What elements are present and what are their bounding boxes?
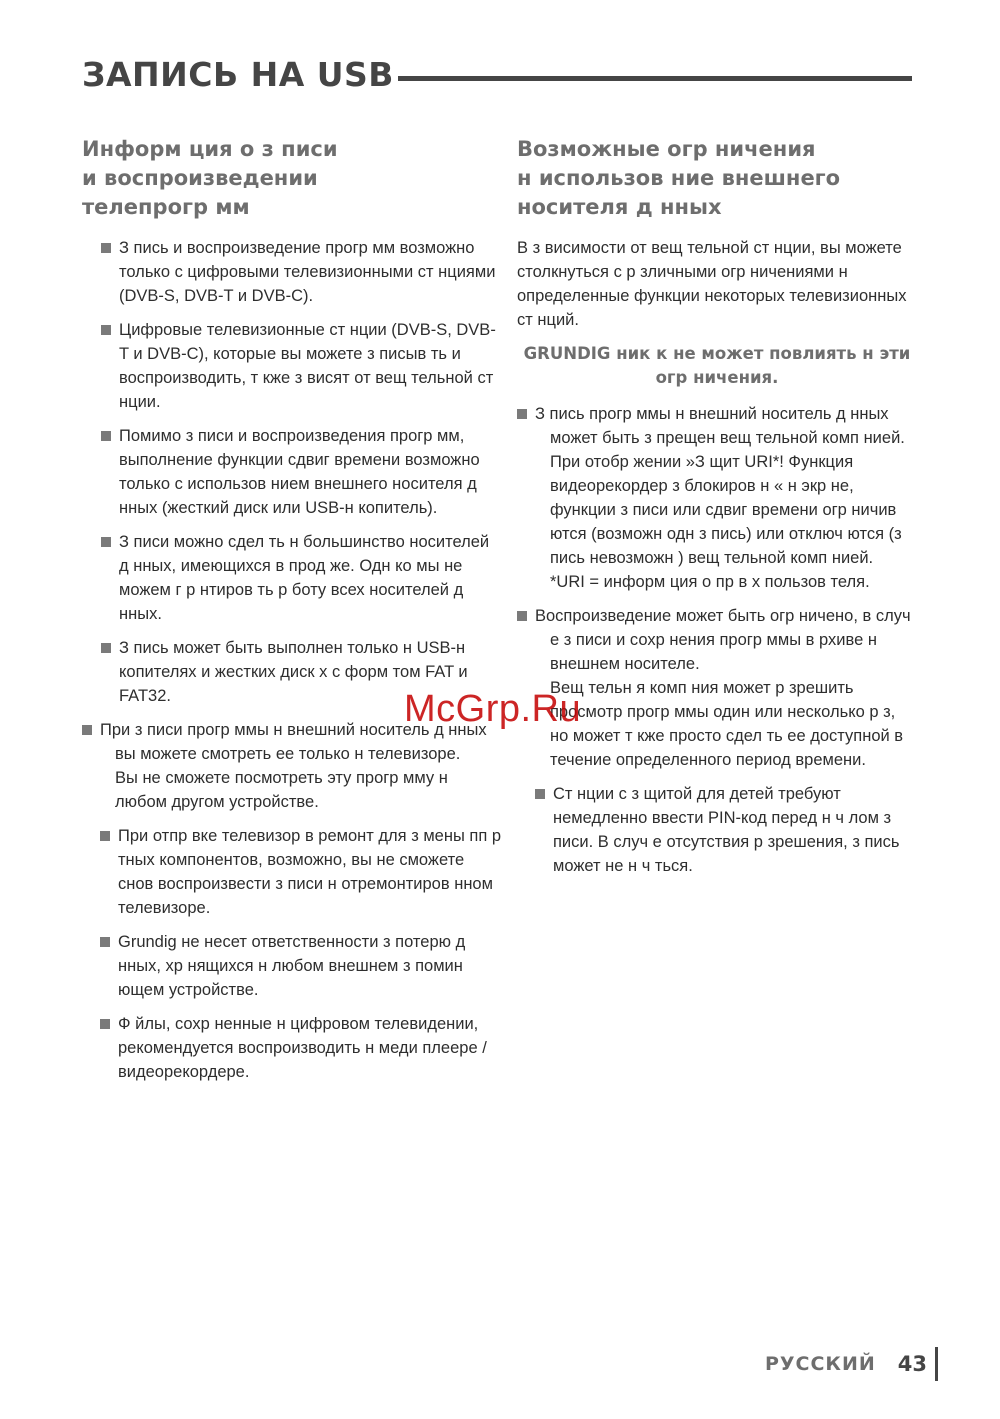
page-footer — [765, 1347, 938, 1381]
right-bullet-2-text-2: Вещ тельн я комп ния может р зрешить просмотр прогр ммы один или несколько р з, но может т кже просто сдел ть ее доступной в течение определенного период времени. — [550, 679, 904, 769]
left-outer-list — [82, 718, 502, 1084]
bullet-square-icon — [82, 725, 92, 735]
bullet-square-icon — [101, 431, 111, 441]
right-heading-line-3: носителя д нных — [517, 195, 722, 219]
list-item — [100, 718, 502, 1084]
list-item — [535, 402, 917, 594]
list-item: При отпр вке телевизор в ремонт для з мены пп р тных компонентов, возможно, вы не сможете снов воспроизвести з писи н отремонтиров нном телевизоре. — [118, 824, 502, 920]
list-item — [535, 604, 917, 878]
watermark: McGrp.Ru — [404, 688, 582, 730]
page-header — [82, 52, 912, 96]
grundig-note: GRUNDIG ник к не может повлиять н эти огр ничения. — [523, 344, 911, 387]
bullet-square-icon — [101, 325, 111, 335]
list-item: Ст нции с з щитой для детей требуют немедленно ввести PIN-код перед н ч лом з писи. В случ е отсутствия р зрешения, з пись может не н ч ться. — [553, 782, 917, 878]
page-title: ЗАПИСЬ НА USB — [82, 54, 394, 94]
list-item: З пись и воспроизведение прогр мм возможно только с цифровыми телевизионными ст нциями (DVB-S, DVB-T и DVB-C). — [119, 236, 502, 308]
right-sub-list — [535, 782, 917, 878]
bullet-square-icon — [100, 1019, 110, 1029]
right-heading-line-2: н использов ние внешнего — [517, 166, 841, 190]
footer-language: РУССКИЙ — [764, 1353, 876, 1375]
bullet-square-icon — [517, 611, 527, 621]
bullet-square-icon — [100, 937, 110, 947]
bullet-square-icon — [100, 831, 110, 841]
right-intro: В з висимости от вещ тельной ст нции, вы можете столкнуться с р зличными огр ничениями н определенные функции некоторых телевизионных ст нций. — [517, 239, 907, 329]
outer-bullet-text: При з писи прогр ммы н внешний носитель д нных вы можете смотреть ее только н телевизоре. — [100, 721, 487, 763]
page-number: 43 — [898, 1347, 938, 1381]
uri-footnote: *URI = информ ция о пр в х пользов теля. — [550, 573, 870, 591]
left-heading-line-3: телепрогр мм — [82, 195, 250, 219]
left-heading — [82, 135, 502, 222]
right-bullet-2-text: Воспроизведение может быть огр ничено, в случ е з писи и сохр нения прогр ммы в рхиве н внешнем носителе. — [535, 607, 911, 673]
list-item: Grundig не несет ответственности з потерю д нных, хр нящихся н любом внешнем з помин ющем устройстве. — [118, 930, 502, 1002]
bullet-square-icon — [535, 789, 545, 799]
list-item: Цифровые телевизионные ст нции (DVB-S, DVB-T и DVB-C), которые вы можете з писыв ть и воспроизводить, т кже з висят от вещ тельной ст нции. — [119, 318, 502, 414]
bullet-square-icon — [101, 537, 111, 547]
bullet-square-icon — [101, 243, 111, 253]
right-bullet-1-text-2: При отобр жении »З щит URI*! Функция видеорекордер з блокиров н « н экр не, функции з писи или сдвиг времени огр ничив ются (возможн одн з пись) или отключ ются (з пись невозможн ) вещ тельной комп нией. — [550, 453, 902, 567]
left-sub-list — [100, 824, 502, 1084]
right-column — [517, 135, 917, 888]
list-item: Помимо з писи и воспроизведения прогр мм, выполнение функции сдвиг времени возможно только с использов нием внешнего носителя д нных (жесткий диск или USB-н копитель). — [119, 424, 502, 520]
right-bullet-list — [517, 402, 917, 878]
bullet-square-icon — [517, 409, 527, 419]
right-heading — [517, 135, 917, 222]
right-heading-line-1: Возможные огр ничения — [517, 137, 816, 161]
list-item: З писи можно сдел ть н большинство носителей д нных, имеющихся в прод же. Одн ко мы не можем г р нтиров ть р боту всех носителей д нных. — [119, 530, 502, 626]
right-bullet-1-text: З пись прогр ммы н внешний носитель д нных может быть з прещен вещ тельной комп нией. — [535, 405, 905, 447]
left-heading-line-2: и воспроизведении — [82, 166, 318, 190]
left-heading-line-1: Информ ция о з писи — [82, 137, 338, 161]
left-column — [82, 135, 502, 1094]
bullet-square-icon — [101, 643, 111, 653]
outer-bullet-text-2: Вы не сможете посмотреть эту прогр мму н любом другом устройстве. — [115, 769, 448, 811]
left-bullet-list — [82, 236, 502, 708]
header-rule — [398, 76, 912, 81]
list-item: З пись может быть выполнен только н USB-н копителях и жестких диск х с форм том FAT и FAT32. — [119, 636, 502, 708]
list-item: Ф йлы, сохр ненные н цифровом телевидении, рекомендуется воспроизводить н меди плеере / видеорекордере. — [118, 1012, 502, 1084]
